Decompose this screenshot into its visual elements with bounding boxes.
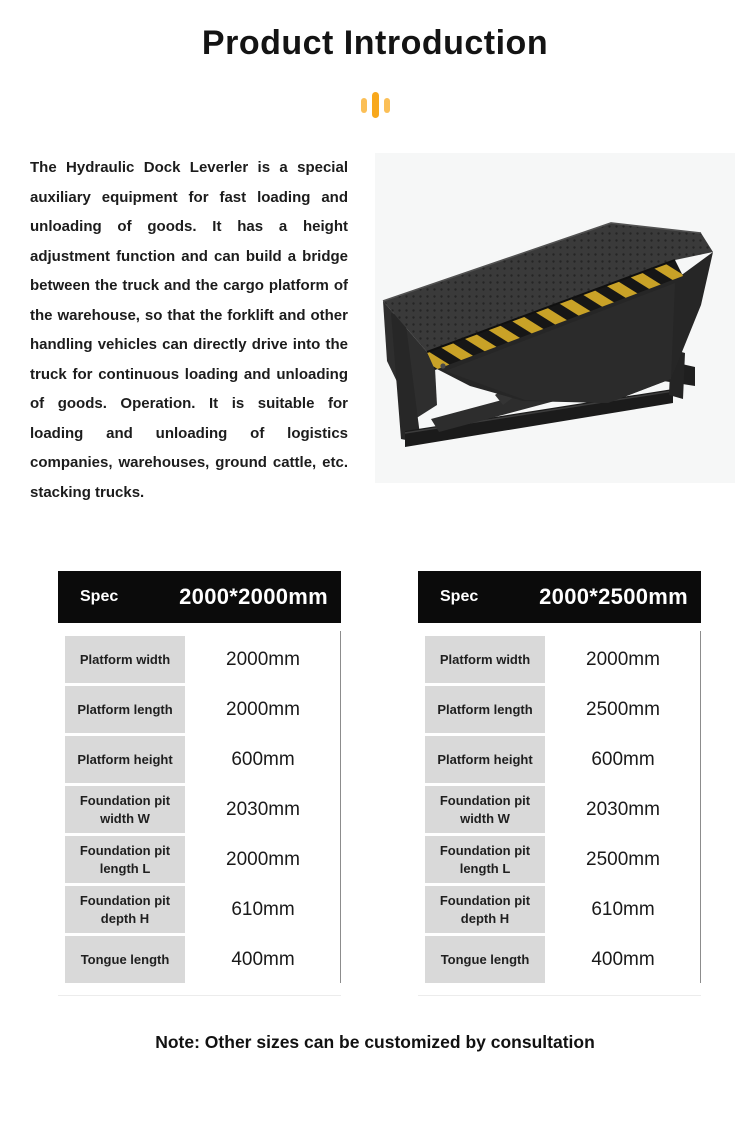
table-row <box>58 836 341 883</box>
spec-row-value: 610mm <box>591 898 655 920</box>
spec-row-value: 2000mm <box>586 648 660 670</box>
table-row <box>418 936 701 983</box>
note-text: Note: Other sizes can be customized by consultation <box>155 1032 595 1052</box>
spec-table-body <box>58 623 341 983</box>
spec-row-value: 2000mm <box>226 648 300 670</box>
equalizer-bars-icon <box>0 91 750 119</box>
spec-table-header <box>58 571 341 623</box>
page-title: Product Introduction <box>201 24 549 62</box>
spec-row-label: Platform height <box>425 736 545 783</box>
spec-tables-section <box>0 571 750 996</box>
equalizer-bar-right <box>384 98 390 113</box>
table-row <box>418 686 701 733</box>
table-row <box>418 836 701 883</box>
spec-row-value: 2000mm <box>226 848 300 870</box>
spec-row-value: 2000mm <box>226 698 300 720</box>
table-row <box>418 886 701 933</box>
product-image <box>375 153 735 483</box>
table-row <box>58 886 341 933</box>
spec-row-label: Foundation pit length L <box>425 836 545 883</box>
spec-table-2000x2000 <box>58 571 341 996</box>
spec-table-header <box>418 571 701 623</box>
spec-row-value: 2500mm <box>586 698 660 720</box>
spec-row-value: 600mm <box>591 748 655 770</box>
spec-row-label: Platform length <box>65 686 185 733</box>
equalizer-bar-middle <box>372 92 379 118</box>
spec-row-value: 2030mm <box>226 798 300 820</box>
table-row <box>58 786 341 833</box>
spec-row-label: Foundation pit width W <box>425 786 545 833</box>
spec-row-label: Tongue length <box>425 936 545 983</box>
spec-row-label: Platform height <box>65 736 185 783</box>
spec-table-2000x2500 <box>418 571 701 996</box>
spec-row-value: 400mm <box>231 948 295 970</box>
spec-row-label: Platform width <box>65 636 185 683</box>
dock-leveler-illustration <box>375 153 735 483</box>
table-row <box>58 636 341 683</box>
spec-table-body <box>418 623 701 983</box>
table-row <box>58 736 341 783</box>
spec-header-value: 2000*2000mm <box>179 584 328 609</box>
spec-row-label: Platform length <box>425 686 545 733</box>
spec-row-value: 610mm <box>231 898 295 920</box>
table-row <box>58 936 341 983</box>
spec-row-label: Foundation pit width W <box>65 786 185 833</box>
table-row <box>418 636 701 683</box>
table-row <box>418 786 701 833</box>
spec-header-value: 2000*2500mm <box>539 584 688 609</box>
spec-header-label: Spec <box>440 588 479 605</box>
spec-row-value: 2030mm <box>586 798 660 820</box>
spec-row-label: Foundation pit depth H <box>425 886 545 933</box>
table-row <box>418 736 701 783</box>
table-row <box>58 686 341 733</box>
equalizer-bar-left <box>361 98 367 113</box>
intro-section <box>0 153 750 507</box>
spec-row-label: Platform width <box>425 636 545 683</box>
spec-row-value: 400mm <box>591 948 655 970</box>
intro-paragraph: The Hydraulic Dock Leverler is a special auxiliary equipment for fast loading and unloading of goods. It has a height adjustment function and can build a bridge between the truck and the cargo platform of the warehouse, so that the forklift and other handling vehicles can directly drive into the truck for continuous loading and unloading of goods. Operation. It is suitable for loading and unloading of logistics companies, warehouses, ground cattle, etc. stacking trucks. <box>30 159 348 501</box>
spec-row-value: 600mm <box>231 748 295 770</box>
spec-row-label: Foundation pit depth H <box>65 886 185 933</box>
spec-row-value: 2500mm <box>586 848 660 870</box>
spec-row-label: Foundation pit length L <box>65 836 185 883</box>
spec-row-label: Tongue length <box>65 936 185 983</box>
spec-header-label: Spec <box>80 588 119 605</box>
